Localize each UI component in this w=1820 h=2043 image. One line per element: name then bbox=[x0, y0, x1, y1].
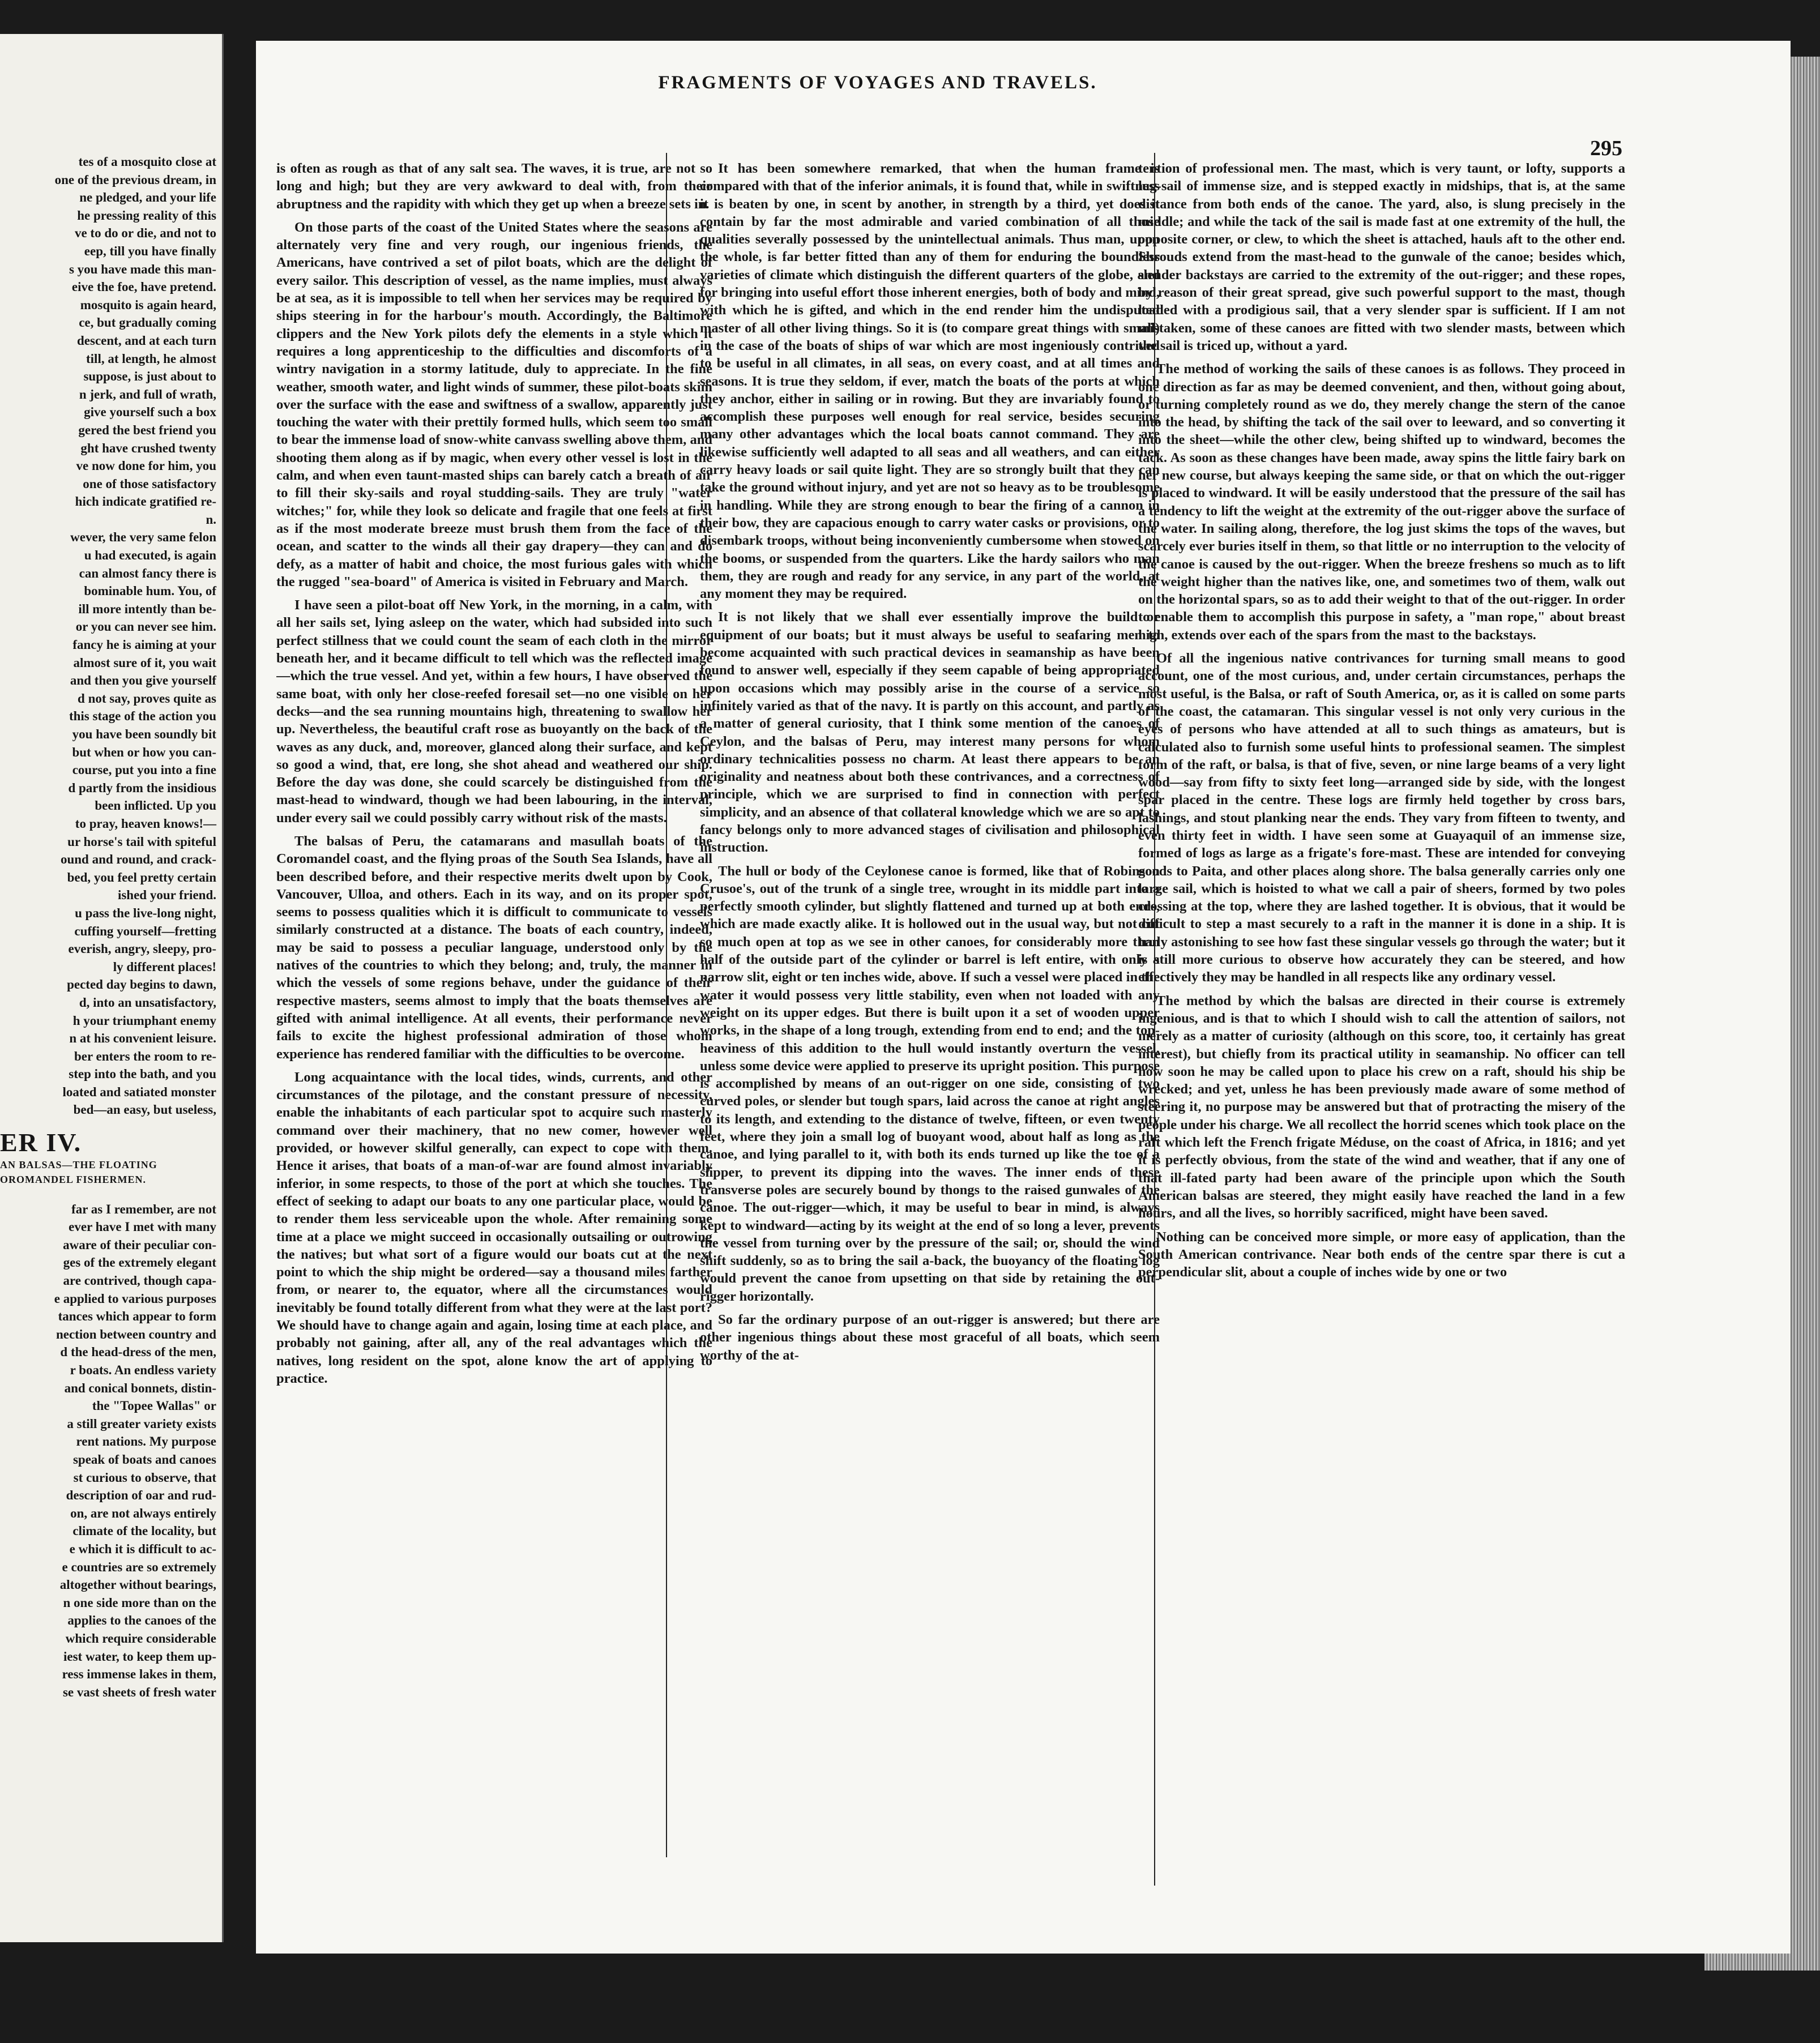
left-page-line: the "Topee Wallas" or bbox=[92, 1399, 216, 1413]
left-page-line: climate of the locality, but bbox=[72, 1524, 216, 1538]
text-column-1 bbox=[276, 160, 712, 1858]
paragraph: Of all the ingenious native contrivances for turning small means to good account, one of the most curious, and, under certain circumstances, perhaps the most useful, is the Balsa, or raft of South America, or, as it is called on some parts of the coast, the catamaran. This singular vessel is not only very curious in the eyes of persons who have attended at all to such things as amateurs, but is calculated also to furnish some useful hints to professional seamen. The simplest form of the raft, or balsa, is that of five, seven, or nine large beams of a very light wood—say from fifty to sixty feet long—arranged side by side, with the longest spar placed in the centre. These logs are firmly held together by cross bars, lashings, and stout planking near the ends. They vary from fifteen to twenty, and even thirty feet in width. I have seen some at Guayaquil of an immense size, formed of logs as large as a frigate's fore-mast. These are intended for conveying goods to Paita, and other places along shore. The balsa generally carries only one large sail, which is hoisted to what we call a pair of sheers, formed by two poles crossing at the top, where they are lashed together. It is obvious, that it would be difficult to step a mast securely to a raft in the manner it is done in a ship. It is truly astonishing to see how fast these singular vessels go through the water; but it is still more curious to observe how accurately they can be steered, and how effectively they may be handled in all respects like any ordinary vessel. bbox=[1138, 651, 1625, 985]
left-page-line: one of those satisfactory bbox=[83, 476, 216, 491]
left-page-line: description of oar and rud- bbox=[66, 1488, 216, 1503]
left-page-line: loated and satiated monster bbox=[62, 1084, 216, 1099]
paragraph: On those parts of the coast of the United States where the seasons are alternately very fine and very rough, our ingenious friends, the Americans, have contrived a set of pilot boats, which are the delight of every sailor. This description of vessel, as the name implies, must always be at sea, as it is impossible to tell when her services may be required by ships steering in for the harbour's mouth. Accordingly, the Baltimore clippers and the New York pilots defy the elements in a style which it requires a long apprenticeship to the difficulties and discomforts of a wintry navigation in a stormy latitude, duly to appreciate. In the fine weather, smooth water, and light winds of summer, these pilot-boats skim over the surface with the ease and swiftness of a swallow, apparently just touching the water with their prettily formed hulls, which seem too small to bear the immense load of snow-white canvass swelling above them, and shooting them along as if by magic, when every other vessel is lost in the calm, and when even taunt-masted ships can barely catch a breath of air to fill their sky-sails and royal studding-sails. They are truly "water witches;" for, while they look so delicate and fragile that one feels at first as if the most moderate breeze must brush them from the face of the ocean, and scatter to the winds all their gay drapery—they can and do defy, as a matter of habit and choice, the most furious gales with which the rugged "sea-board" of America is visited in February and March. bbox=[276, 219, 712, 589]
left-page-line: this stage of the action you bbox=[69, 709, 216, 724]
left-page-line: altogether without bearings, bbox=[59, 1578, 216, 1592]
left-page-line: ve to do or die, and not to bbox=[74, 226, 216, 241]
left-page-line: one of the previous dream, in bbox=[54, 172, 216, 187]
left-page-line: bed—an easy, but useless, bbox=[73, 1102, 216, 1117]
left-page-line: tances which appear to form bbox=[58, 1309, 216, 1324]
text-column-2 bbox=[700, 160, 1160, 1864]
left-page-line: suppose, is just about to bbox=[83, 369, 216, 384]
left-page-line: n. bbox=[206, 512, 216, 527]
paragraph: It is not likely that we shall ever essentially improve the build or equipment of our boats; but it must always be useful to seafaring men to become acquainted with such practical devices in seamanship as have been found to answer well, especially if they seem capable of being appropriated upon occasions which may possibly arise in the course of a service so infinitely varied as that of the navy. It is partly on this account, and partly as a matter of general curiosity, that I think some mention of the canoes of Ceylon, and the balsas of Peru, may interest many persons for whom ordinary technicalities possess no charm. At least there appears to be an originality and neatness about both these contrivances, and a correctness of principle, which we are surprised to find in connection with perfect simplicity, and an absence of that collateral knowledge which we are so apt to fancy belongs only to more advanced stages of civilisation and philosophical instruction. bbox=[700, 609, 1160, 856]
left-page-line: cuffing yourself—fretting bbox=[74, 924, 216, 938]
page-number: 295 bbox=[1590, 136, 1622, 160]
left-page-line: course, put you into a fine bbox=[72, 763, 216, 777]
chapter-heading: ER IV. bbox=[0, 1128, 82, 1157]
left-page-line: gered the best friend you bbox=[78, 422, 216, 437]
paragraph: tention of professional men. The mast, which is very taunt, or lofty, supports a lug-sail of immense size, and is stepped exactly in midships, that is, at the same distance from both ends of the canoe. The yard, also, is slung precisely in the middle; and while the tack of the sail is made fast at one extremity of the hull, the opposite corner, or clew, to which the sheet is attached, hauls aft to the other end. Shrouds extend from the mast-head to the gunwale of the canoe; besides which, slender backstays are carried to the extremity of the out-rigger; and these ropes, by reason of their great spread, give such powerful support to the mast, though loaded with a prodigious sail, that a very slender spar is sufficient. If I am not mistaken, some of these canoes are fitted with two slender masts, between which the sail is triced up, without a yard. bbox=[1138, 161, 1625, 353]
chapter-subtitle-1: AN BALSAS—THE FLOATING bbox=[0, 1159, 157, 1170]
paragraph: Nothing can be conceived more simple, or more easy of application, than the South American contrivance. Near both ends of the centre spar there is cut a perpendicular slit, about a couple of inches wide by one or two bbox=[1138, 1229, 1625, 1280]
left-page-line: eep, till you have finally bbox=[84, 243, 216, 258]
running-head: FRAGMENTS OF VOYAGES AND TRAVELS. bbox=[658, 72, 1097, 93]
left-page-line: tes of a mosquito close at bbox=[78, 155, 216, 169]
left-page-line: d partly from the insidious bbox=[68, 780, 216, 795]
left-page-line: ges of the extremely elegant bbox=[63, 1255, 216, 1270]
left-page-line: and then you give yourself bbox=[70, 673, 216, 688]
left-page-line: which require considerable bbox=[65, 1631, 216, 1645]
left-page-line: h your triumphant enemy bbox=[72, 1013, 216, 1028]
left-page-line: speak of boats and canoes bbox=[72, 1452, 216, 1467]
left-page-line: you have been soundly bit bbox=[72, 727, 216, 741]
left-page-line: d the head-dress of the men, bbox=[60, 1345, 216, 1360]
left-page-lines-bottom bbox=[0, 1200, 216, 1702]
left-page-line: and conical bonnets, distin- bbox=[64, 1380, 216, 1395]
left-facing-page bbox=[0, 34, 224, 1942]
paragraph: Long acquaintance with the local tides, winds, currents, and other circumstances of the pilotage, and the constant pressure of necessity, enable the inhabitants of each particular spot to acquire such masterly command over their machinery, that no new comer, however well provided, or however skilful generally, can expect to cope with them. Hence it arises, that boats of a man-of-war are found almost invariably inferior, in some respects, to those of the port at which she touches. The effect of seeking to adapt our boats to any one particular place, would be to render them less serviceable upon the whole. After remaining some time at a place we might succeed in occasionally outsailing or outrowing the natives; but what sort of a figure would our boats cut at the next point to which the ship might be ordered—say a thousand miles farther from, or nearer to, the equator, where all the circumstances would inevitably be found totally different from what they were at the last port? We should have to change again and again, losing time at each place, and probably not gaining, after all, any of the real advantages which the natives, long resident on the spot, alone know the art of applying to practice. bbox=[276, 1069, 712, 1386]
left-page-line: bed, you feel pretty certain bbox=[67, 870, 216, 884]
left-page-line: st curious to observe, that bbox=[73, 1470, 216, 1485]
left-page-line: d not say, proves quite as bbox=[78, 691, 216, 706]
left-page-line: ce, but gradually coming bbox=[79, 315, 216, 330]
left-page-line: everish, angry, sleepy, pro- bbox=[68, 942, 216, 956]
left-page-line: been inflicted. Up you bbox=[95, 798, 216, 813]
left-page-line: n jerk, and full of wrath, bbox=[79, 387, 216, 401]
left-page-line: n at his convenient leisure. bbox=[69, 1031, 216, 1046]
left-page-line: e applied to various purposes bbox=[54, 1291, 216, 1306]
left-page-line: n one side more than on the bbox=[63, 1595, 216, 1610]
left-page-line: almost sure of it, you wait bbox=[73, 655, 216, 670]
left-page-line: ress immense lakes in them, bbox=[62, 1667, 216, 1682]
left-page-line: he pressing reality of this bbox=[77, 208, 216, 223]
left-page-line: to pray, heaven knows!— bbox=[75, 816, 216, 831]
left-page-line: are contrived, though capa- bbox=[63, 1273, 216, 1288]
left-page-line: ill more intently than be- bbox=[78, 601, 216, 616]
left-page-line: on, are not always entirely bbox=[70, 1506, 216, 1520]
left-page-line: aware of their peculiar con- bbox=[63, 1237, 216, 1252]
paragraph: It has been somewhere remarked, that when the human frame is compared with that of the inferior animals, it is found that, while in swiftness it is beaten by one, in scent by another, in strength by a third, yet does it contain by far the most admirable and varied combination of all those qualities severally possessed by the unintellectual animals. Thus man, upon the whole, is far better fitted than any of them for enduring the boundless varieties of climate which distinguish the different quarters of the globe, and for bringing into useful effort those inherent energies, both of body and mind, with which he is gifted, and which in the end render him the undisputed master of all other living things. So it is (to compare great things with small) in the case of the boats of ships of war which are most ingeniously contrived to be useful in all climates, in all seas, on every coast, and at all times and seasons. It is true they seldom, if ever, match the boats of the ports at which they anchor, either in sailing or in rowing. But they are invariably found to accomplish these purposes well enough for real service, besides securing many other advantages which the local boats cannot command. They are likewise sufficiently well adapted to all seas and all weathers, and can either carry heavy loads or sail quite light. They are so strongly built that they can take the ground without injury, and yet are not so heavy as to be troublesome in handling. While they are strong enough to bear the firing of a cannon in their bow, they are capacious enough to carry water casks or provisions, or to disembark troops, without being inconveniently cumbersome when stowed on the booms, or suspended from the quarters. Like the hardy sailors who man them, they are rough and ready for any service, in any part of the world, at any moment they may be required. bbox=[700, 161, 1160, 602]
left-page-line: u had executed, is again bbox=[84, 548, 216, 563]
left-page-line: ve now done for him, you bbox=[76, 459, 216, 473]
left-page-line: se vast sheets of fresh water bbox=[62, 1685, 216, 1699]
left-page-line: ne pledged, and your life bbox=[79, 190, 216, 205]
left-page-line: mosquito is again heard, bbox=[80, 297, 216, 312]
text-column-3 bbox=[1138, 160, 1625, 1892]
left-page-line: a still greater variety exists bbox=[67, 1416, 216, 1431]
left-page-line: but when or how you can- bbox=[72, 745, 216, 759]
left-page-line: ber enters the room to re- bbox=[74, 1049, 216, 1063]
left-page-lines-top bbox=[0, 153, 216, 1119]
left-page-line: hich indicate gratified re- bbox=[75, 494, 216, 509]
paragraph: is often as rough as that of any salt sea. The waves, it is true, are not so long and high; but they are very awkward to deal with, from their abruptness and the rapidity with which they get up when a breeze sets in. bbox=[276, 161, 712, 212]
paragraph: The method by which the balsas are directed in their course is extremely ingenious, and is that to which I should wish to call the attention of sailors, not merely as a matter of curiosity (although on this score, too, it certainly has great interest), but chiefly from its practical utility in seamanship. No officer can tell how soon he may be called upon to place his crew on a raft, should his ship be wrecked; and yet, unless he has been previously made aware of some method of steering it, no purpose may be answered but that of protracting the misery of the people under his charge. We all recollect the horrid scenes which took place on the raft which left the French frigate Méduse, on the coast of Africa, in 1816; and yet it is perfectly obvious, from the state of the wind and weather, that if any one of that ill-fated party had been aware of the principle upon which the South American balsas are steered, they might easily have reached the land in a few hours, and all the lives, so horribly sacrificed, might have been saved. bbox=[1138, 993, 1625, 1221]
left-page-line: descent, and at each turn bbox=[77, 333, 216, 348]
left-page-line: ght have crushed twenty bbox=[80, 441, 216, 455]
left-page-line: fancy he is aiming at your bbox=[72, 638, 216, 652]
left-page-line: ur horse's tail with spiteful bbox=[67, 834, 216, 849]
left-page-line: s you have made this man- bbox=[69, 262, 216, 276]
left-page-line: ished your friend. bbox=[117, 888, 216, 903]
left-page-line: give yourself such a box bbox=[84, 405, 216, 420]
left-page-line: ly different places! bbox=[113, 959, 216, 974]
left-page-line: e countries are so extremely bbox=[62, 1559, 216, 1574]
left-page-line: far as I remember, are not bbox=[71, 1202, 216, 1216]
paragraph: The balsas of Peru, the catamarans and masullah boats of the Coromandel coast, and the flying proas of the South Sea Islands, have all been described before, and their respective merits dwelt upon by Cook, Vancouver, Ulloa, and others. Each in its way, and on its proper spot, seems to possess qualities which it is difficult to communicate to vessels similarly constructed at a distance. The boats of each country, indeed, may be said to possess a peculiar language, understood only by the natives of the countries to which they belong; and, truly, the manner in which the vessels of some regions behave, under the guidance of their respective masters, seems almost to imply that the boats themselves are gifted with animal intelligence. At all events, their performance never fails to excite the highest professional admiration of those whom experience has rendered familiar with the difficulties to be overcome. bbox=[276, 833, 712, 1062]
left-page-line: ound and round, and crack- bbox=[60, 852, 216, 867]
left-page-line: till, at length, he almost bbox=[86, 351, 216, 366]
left-page-line: e which it is difficult to ac- bbox=[69, 1541, 216, 1556]
left-page-text bbox=[0, 153, 216, 1701]
left-page-line: wever, the very same felon bbox=[70, 530, 216, 545]
left-page-line: rent nations. My purpose bbox=[76, 1434, 216, 1449]
left-page-line: can almost fancy there is bbox=[79, 566, 216, 580]
paragraph: The method of working the sails of these canoes is as follows. They proceed in one direction as far as may be deemed convenient, and then, without going about, or turning completely round as we do, they merely change the stern of the canoe into the head, by shifting the tack of the sail over to leeward, and so converting it into the sheet—while the other clew, being shifted up to windward, becomes the tack. As soon as these changes have been made, away spins the little fairy bark on her new course, but always keeping the same side, or that on which the out-rigger is placed to windward. It will be easily understood that the pressure of the sail has a tendency to lift the weight at the extremity of the out-rigger above the surface of the water. In sailing along, therefore, the log just skims the tops of the waves, but scarcely ever buries itself in them, so that little or no interruption to the velocity of the canoe is caused by the out-rigger. When the breeze freshens so much as to lift the weight higher than the natives like, one, and sometimes two of them, walk out on the horizontal spars, so as to add their weight to that of the out-rigger. In order to enable them to accomplish this purpose in safety, a "man rope," about breast high, extends over each of the spars from the mast to the backstays. bbox=[1138, 361, 1625, 643]
left-page-line: r boats. An endless variety bbox=[70, 1363, 216, 1377]
paragraph: I have seen a pilot-boat off New York, in the morning, in a calm, with all her sails set, lying asleep on the water, which had subsided into such perfect stillness that we could count the seam of each cloth in the mirror beneath her, and it became difficult to tell which was the reflected image—which the true vessel. And yet, within a few hours, I have observed the same boat, with only her close-reefed foresail set—no one visible on her decks—and the sea running mountains high, threatening to swallow her up. Nevertheless, the beautiful craft rose as buoyantly on the back of the waves as any duck, and, moreover, glanced along their surface, and kept so good a wind, that, ere long, she shot ahead and weathered our ship. Before the day was done, she could scarcely be distinguished from the mast-head to windward, though we had been labouring, in the interval, under every sail we could possibly carry without risk of the masts. bbox=[276, 597, 712, 826]
left-page-line: eive the foe, have pretend. bbox=[71, 280, 216, 294]
left-page-line: ever have I met with many bbox=[69, 1220, 216, 1234]
paragraph: So far the ordinary purpose of an out-rigger is answered; but there are other ingenious things about these most graceful of all boats, which seem worthy of the at- bbox=[700, 1312, 1160, 1363]
left-page-line: pected day begins to dawn, bbox=[67, 977, 216, 992]
left-page-line: bominable hum. You, of bbox=[84, 584, 216, 599]
chapter-subtitle-2: OROMANDEL FISHERMEN. bbox=[0, 1173, 147, 1185]
left-page-line: d, into an unsatisfactory, bbox=[79, 995, 216, 1010]
left-page-line: or you can never see him. bbox=[75, 619, 216, 634]
left-page-line: iest water, to keep them up- bbox=[63, 1649, 216, 1664]
left-page-line: nection between country and bbox=[55, 1327, 216, 1341]
left-page-line: applies to the canoes of the bbox=[67, 1613, 216, 1628]
left-page-line: u pass the live-long night, bbox=[75, 905, 216, 920]
left-page-line: step into the bath, and you bbox=[69, 1067, 216, 1082]
paragraph: The hull or body of the Ceylonese canoe is formed, like that of Robinson Crusoe's, out of the trunk of a single tree, wrought in its middle part into a perfectly smooth cylinder, but slightly flattened and turned up at both ends, which are made exactly alike. It is hollowed out in the usual way, but not cut so much open at top as we see in other canoes, for considerably more than half of the outside part of the cylinder or barrel is left entire, with only a narrow slit, eight or ten inches wide, above. If such a vessel were placed in the water it would possess very little stability, even when not loaded with any weight on its upper edges. But there is built upon it a set of wooden upper works, in the shape of a long trough, extending from end to end; and the top-heaviness of this addition to the hull would instantly overturn the vessel, unless some device were applied to preserve its upright position. This purpose is accomplished by means of an out-rigger on one side, consisting of two curved poles, or slender but tough spars, laid across the canoe at right angles to its length, and extending to the distance of twelve, fifteen, or even twenty feet, where they join a small log of buoyant wood, about half as long as the canoe, and lying parallel to it, with both its ends turned up like the toe of a slipper, to prevent its dipping into the waves. The inner ends of these transverse poles are securely bound by thongs to the raised gunwales of the canoe. The out-rigger—which, it may be useful to bear in mind, is always kept to windward—acting by its weight at the end of so long a lever, prevents the vessel from turning over by the pressure of the sail; or, should the wind shift suddenly, so as to bring the sail a-back, the buoyancy of the floating log would prevent the canoe from upsetting on that side by retaining the out-rigger horizontally. bbox=[700, 863, 1160, 1304]
